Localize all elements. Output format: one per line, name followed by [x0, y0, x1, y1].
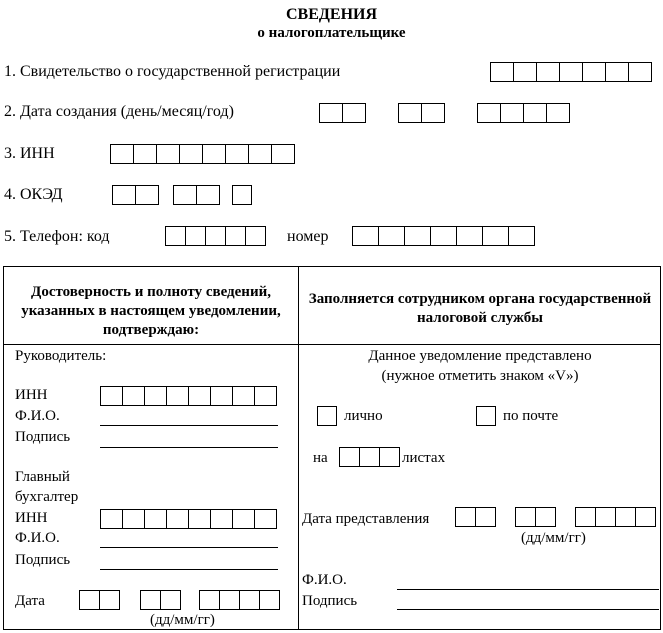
oked-field-3[interactable]: [232, 185, 252, 205]
digit-cell[interactable]: [515, 507, 536, 527]
digit-cell[interactable]: [110, 144, 134, 164]
in-person-checkbox[interactable]: [317, 406, 337, 426]
digit-cell[interactable]: [421, 103, 445, 123]
submitted-label: Данное уведомление представлено: [368, 348, 592, 364]
digit-cell[interactable]: [500, 103, 524, 123]
digit-cell[interactable]: [615, 507, 636, 527]
accountant-fio-line[interactable]: [100, 547, 278, 548]
chief-accountant-label-1: Главный: [15, 469, 70, 485]
creation-day-field[interactable]: [319, 103, 366, 123]
digit-cell[interactable]: [319, 103, 343, 123]
date-year-field[interactable]: [199, 590, 280, 610]
digit-cell[interactable]: [165, 226, 186, 246]
digit-cell[interactable]: [248, 144, 272, 164]
sheets-count-field[interactable]: [339, 447, 400, 467]
sheets-prefix-label: на: [313, 450, 328, 466]
digit-cell[interactable]: [398, 103, 422, 123]
digit-cell[interactable]: [605, 62, 629, 82]
digit-cell[interactable]: [456, 226, 483, 246]
accountant-signature-label: Подпись: [15, 552, 71, 568]
digit-cell[interactable]: [156, 144, 180, 164]
table-column-divider: [298, 266, 299, 630]
digit-cell[interactable]: [352, 226, 379, 246]
head-inn-field[interactable]: [100, 386, 277, 406]
digit-cell[interactable]: [225, 144, 249, 164]
digit-cell[interactable]: [595, 507, 616, 527]
digit-cell[interactable]: [144, 386, 167, 406]
submission-date-label: Дата представления: [302, 511, 430, 527]
digit-cell[interactable]: [342, 103, 366, 123]
page-subtitle: о налогоплательщике: [257, 25, 406, 41]
submission-month-field[interactable]: [515, 507, 556, 527]
digit-cell[interactable]: [536, 62, 560, 82]
digit-cell[interactable]: [188, 386, 211, 406]
phone-number-label: номер: [287, 228, 329, 245]
digit-cell[interactable]: [122, 509, 145, 529]
digit-cell[interactable]: [140, 590, 161, 610]
registration-field[interactable]: [490, 62, 652, 82]
digit-cell[interactable]: [259, 590, 280, 610]
digit-cell[interactable]: [144, 509, 167, 529]
digit-cell[interactable]: [205, 226, 226, 246]
digit-cell[interactable]: [196, 185, 220, 205]
digit-cell[interactable]: [79, 590, 100, 610]
digit-cell[interactable]: [225, 226, 246, 246]
digit-cell[interactable]: [232, 185, 252, 205]
digit-cell[interactable]: [99, 590, 120, 610]
digit-cell[interactable]: [185, 226, 206, 246]
digit-cell[interactable]: [475, 507, 496, 527]
digit-cell[interactable]: [477, 103, 501, 123]
digit-cell[interactable]: [271, 144, 295, 164]
sheets-suffix-label: листах: [402, 450, 446, 466]
submission-day-field[interactable]: [455, 507, 496, 527]
phone-code-field[interactable]: [165, 226, 266, 246]
digit-cell[interactable]: [112, 185, 136, 205]
digit-cell[interactable]: [535, 507, 556, 527]
accountant-fio-label: Ф.И.О.: [15, 530, 60, 546]
digit-cell[interactable]: [582, 62, 606, 82]
head-signature-label: Подпись: [15, 429, 71, 445]
digit-cell[interactable]: [135, 185, 159, 205]
head-inn-label: ИНН: [15, 387, 48, 403]
digit-cell[interactable]: [210, 386, 233, 406]
head-fio-label: Ф.И.О.: [15, 408, 60, 424]
digit-cell[interactable]: [245, 226, 266, 246]
accountant-inn-label: ИНН: [15, 510, 48, 526]
left-column-header: Достоверность и полноту сведений, указанных в настоящем уведомлении, подтверждаю:: [21, 284, 281, 338]
digit-cell[interactable]: [254, 509, 277, 529]
staff-fio-label: Ф.И.О.: [302, 572, 347, 588]
digit-cell[interactable]: [166, 509, 189, 529]
staff-signature-label: Подпись: [302, 593, 358, 609]
submission-year-field[interactable]: [575, 507, 656, 527]
digit-cell[interactable]: [199, 590, 220, 610]
digit-cell[interactable]: [379, 447, 400, 467]
staff-fio-line[interactable]: [397, 589, 659, 590]
staff-signature-line[interactable]: [397, 609, 659, 610]
digit-cell[interactable]: [100, 509, 123, 529]
digit-cell[interactable]: [523, 103, 547, 123]
table-header-divider: [3, 344, 661, 345]
digit-cell[interactable]: [546, 103, 570, 123]
digit-cell[interactable]: [239, 590, 260, 610]
accountant-signature-line[interactable]: [100, 569, 278, 570]
digit-cell[interactable]: [430, 226, 457, 246]
registration-label: 1. Свидетельство о государственной регистрации: [4, 63, 341, 80]
phone-code-label: 5. Телефон: код: [4, 228, 110, 245]
page-title: СВЕДЕНИЯ: [285, 6, 378, 23]
right-column-header: Заполняется сотрудником органа государственной налоговой службы: [308, 291, 652, 326]
digit-cell[interactable]: [404, 226, 431, 246]
digit-cell[interactable]: [179, 144, 203, 164]
digit-cell[interactable]: [490, 62, 514, 82]
digit-cell[interactable]: [173, 185, 197, 205]
digit-cell[interactable]: [254, 386, 277, 406]
oked-field-1[interactable]: [112, 185, 159, 205]
date-month-field[interactable]: [140, 590, 181, 610]
accountant-inn-field[interactable]: [100, 509, 277, 529]
creation-month-field[interactable]: [398, 103, 445, 123]
digit-cell[interactable]: [513, 62, 537, 82]
inn-field[interactable]: [110, 144, 295, 164]
digit-cell[interactable]: [339, 447, 360, 467]
digit-cell[interactable]: [188, 509, 211, 529]
date-day-field[interactable]: [79, 590, 120, 610]
digit-cell[interactable]: [232, 386, 255, 406]
digit-cell[interactable]: [628, 62, 652, 82]
submission-date-hint: (дд/мм/гг): [521, 530, 586, 546]
digit-cell[interactable]: [210, 509, 233, 529]
head-label: Руководитель:: [15, 348, 107, 364]
digit-cell[interactable]: [508, 226, 535, 246]
creation-date-label: 2. Дата создания (день/месяц/год): [4, 103, 234, 120]
digit-cell[interactable]: [378, 226, 405, 246]
oked-field-2[interactable]: [173, 185, 220, 205]
digit-cell[interactable]: [166, 386, 189, 406]
date-label: Дата: [15, 593, 45, 609]
digit-cell[interactable]: [359, 447, 380, 467]
digit-cell[interactable]: [202, 144, 226, 164]
date-format-hint: (дд/мм/гг): [150, 612, 215, 628]
digit-cell[interactable]: [635, 507, 656, 527]
oked-label: 4. ОКЭД: [4, 186, 63, 203]
in-person-label: лично: [344, 408, 383, 424]
digit-cell[interactable]: [232, 509, 255, 529]
digit-cell[interactable]: [455, 507, 476, 527]
digit-cell[interactable]: [160, 590, 181, 610]
digit-cell[interactable]: [133, 144, 157, 164]
by-mail-checkbox[interactable]: [476, 406, 496, 426]
creation-year-field[interactable]: [477, 103, 570, 123]
by-mail-label: по почте: [503, 408, 559, 424]
digit-cell[interactable]: [219, 590, 240, 610]
chief-accountant-label-2: бухгалтер: [15, 489, 79, 505]
digit-cell[interactable]: [559, 62, 583, 82]
phone-number-field[interactable]: [352, 226, 535, 246]
digit-cell[interactable]: [482, 226, 509, 246]
inn-label: 3. ИНН: [4, 145, 55, 162]
digit-cell[interactable]: [575, 507, 596, 527]
head-signature-line[interactable]: [100, 447, 278, 448]
head-fio-line[interactable]: [100, 425, 278, 426]
submitted-hint: (нужное отметить знаком «V»): [381, 368, 579, 384]
digit-cell[interactable]: [100, 386, 123, 406]
digit-cell[interactable]: [122, 386, 145, 406]
